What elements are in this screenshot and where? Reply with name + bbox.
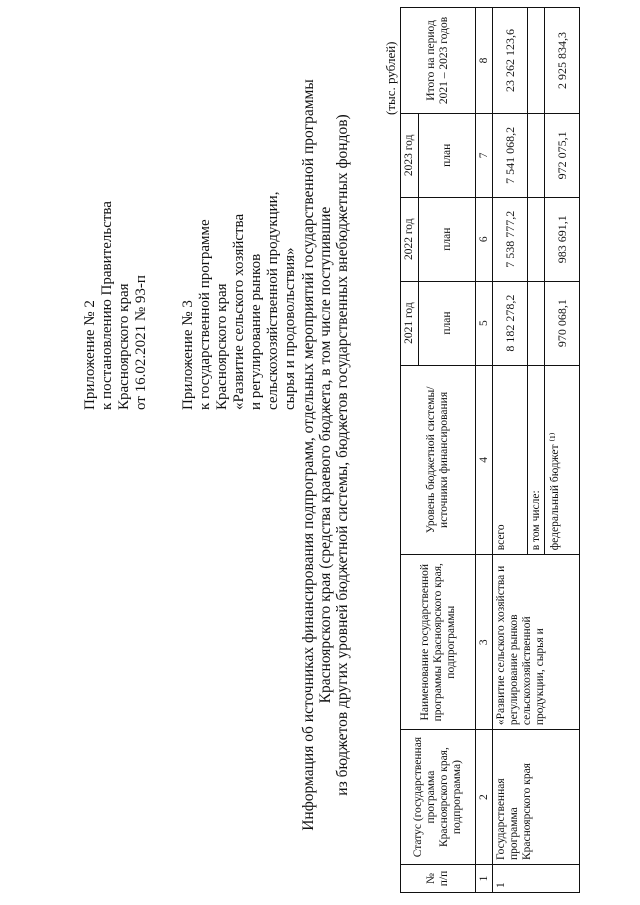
row-value-total: 23 262 123,6	[493, 8, 528, 114]
plan-2022: план	[419, 197, 476, 281]
header-status: Статус (государственная программа Красноярского края, подпрограмма)	[401, 730, 476, 865]
financing-table	[400, 7, 580, 893]
col-number: 7	[476, 113, 493, 197]
plan-2021: план	[419, 281, 476, 365]
col-number: 4	[476, 365, 493, 555]
col-number: 6	[476, 197, 493, 281]
title-line: из бюджетов других уровней бюджетной системы, бюджетов государственных внебюджетных фондов)	[334, 114, 351, 796]
row-value-2021: 970 068,1	[545, 281, 580, 365]
header-2022: 2022 год	[401, 197, 419, 281]
row-status: Государственная программа Красноярского края	[493, 730, 580, 865]
row-level-label: всего	[493, 365, 528, 555]
header-row	[401, 8, 419, 893]
header-level: Уровень бюджетной системы/источники финансирования	[401, 365, 476, 555]
row-value-total: 2 925 834,3	[545, 8, 580, 114]
document-title	[300, 45, 351, 865]
row-level-label: федеральный бюджет ⁽¹⁾	[545, 365, 580, 555]
col-number: 5	[476, 281, 493, 365]
row-value-total	[528, 8, 545, 114]
appendix-3-line: Красноярского края	[214, 283, 230, 410]
col-number: 2	[476, 730, 493, 865]
appendix-3-header	[180, 80, 299, 410]
row-value-2022: 983 691,1	[545, 197, 580, 281]
col-number: 1	[476, 865, 493, 893]
row-value-2023	[528, 113, 545, 197]
row-level-label: в том числе:	[528, 365, 545, 555]
appendix-3-line: Приложение № 3	[180, 300, 196, 410]
header-no: № п/п	[401, 865, 476, 893]
header-total: Итого на период 2021 – 2023 годов	[401, 8, 476, 114]
appendix-2-header	[82, 80, 150, 410]
title-line: Информация об источниках финансирования подпрограмм, отдельных мероприятий государственной программы	[300, 79, 317, 831]
title-line: Красноярского края (средства краевого бюджета, в том числе поступившие	[317, 206, 334, 704]
appendix-3-line: и регулирование рынков	[248, 253, 264, 410]
header-2023: 2023 год	[401, 113, 419, 197]
row-value-2021: 8 182 278,2	[493, 281, 528, 365]
col-number: 8	[476, 8, 493, 114]
column-numbers-row	[476, 8, 493, 893]
appendix-2-line: Приложение № 2	[82, 300, 98, 410]
appendix-3-line: «Развитие сельского хозяйства	[231, 213, 247, 410]
row-value-2021	[528, 281, 545, 365]
appendix-2-line: от 16.02.2021 № 93-п	[133, 275, 149, 410]
appendix-2-line: к постановлению Правительства	[99, 201, 115, 410]
header-name: Наименование государственной программы Красноярского края, подпрограммы	[401, 555, 476, 730]
appendix-2-line: Красноярского края	[116, 283, 132, 410]
plan-2023: план	[419, 113, 476, 197]
unit-label: (тыс. рублей)	[383, 41, 398, 115]
row-program-name: «Развитие сельского хозяйства и регулирование рынков сельскохозяйственной продукции, сырья и	[493, 555, 580, 730]
row-value-2022	[528, 197, 545, 281]
col-number: 3	[476, 555, 493, 730]
appendix-3-line: к государственной программе	[197, 219, 213, 410]
appendix-3-line: сельскохозяйственной продукции,	[265, 191, 281, 410]
row-value-2023: 972 075,1	[545, 113, 580, 197]
appendix-3-line: сырья и продовольствия»	[282, 247, 298, 410]
row-value-2023: 7 541 068,2	[493, 113, 528, 197]
row-no: 1	[493, 865, 580, 893]
table-row	[493, 8, 528, 893]
header-2021: 2021 год	[401, 281, 419, 365]
row-value-2022: 7 538 777,2	[493, 197, 528, 281]
